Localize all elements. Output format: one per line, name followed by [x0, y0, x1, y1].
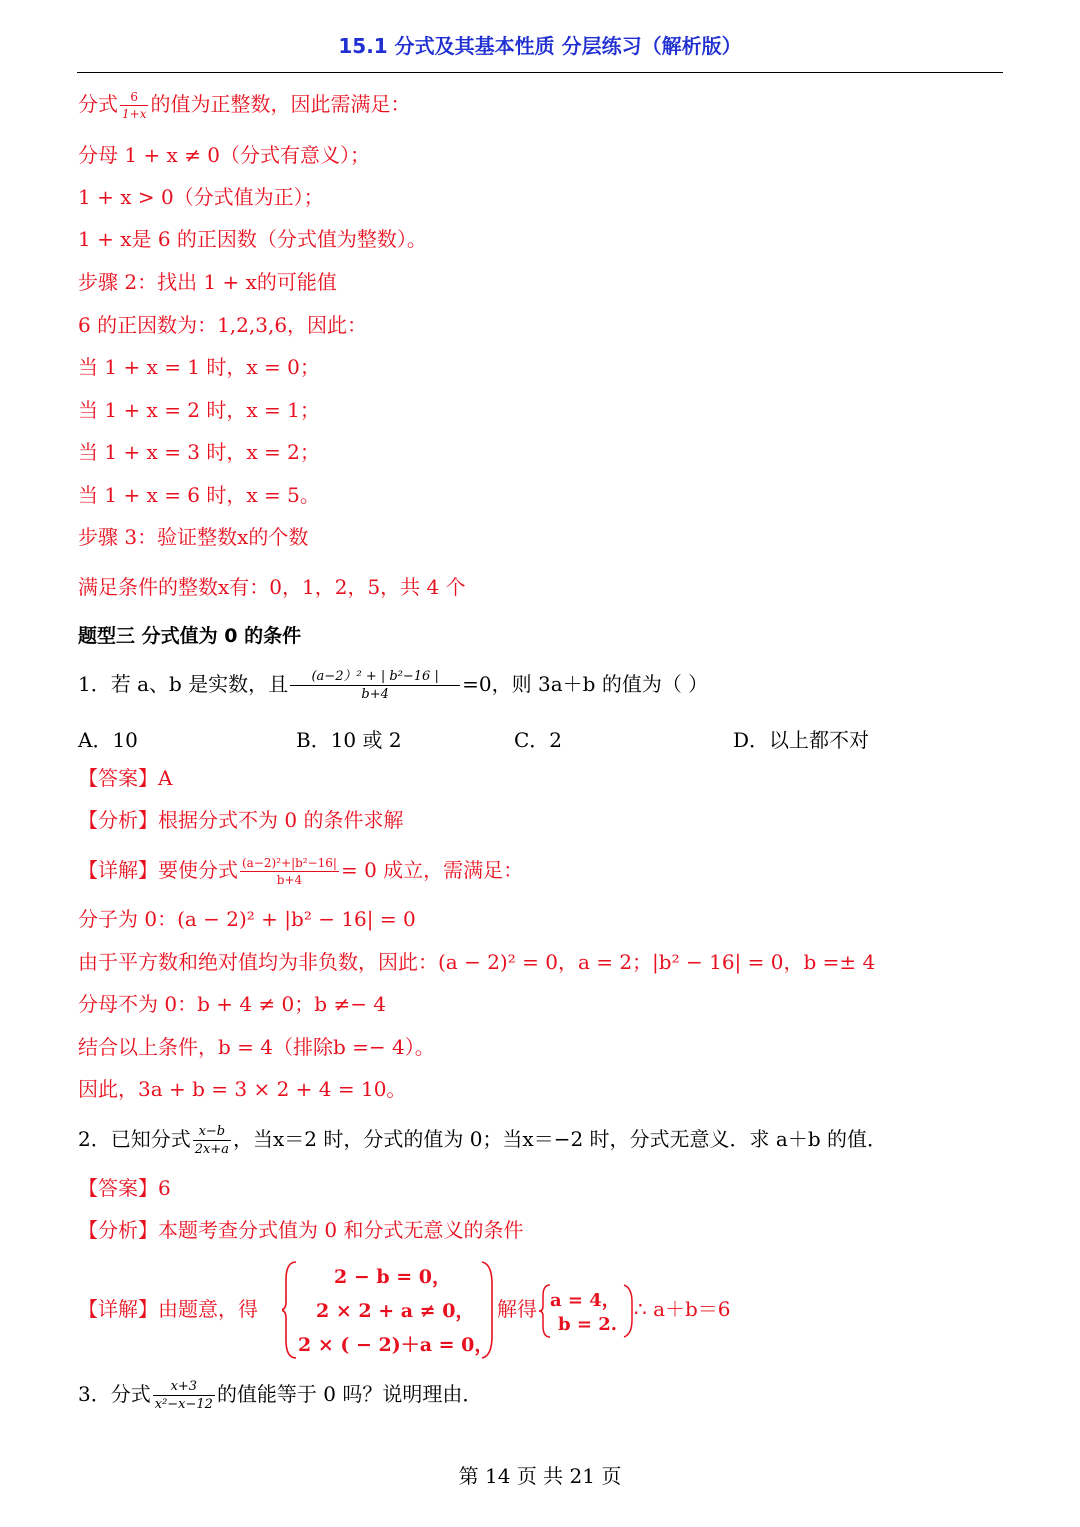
q1-stem: [78, 670, 708, 701]
p1-line11: 步骤 3：验证整数x的个数: [78, 525, 309, 549]
q2-sys-row3: 2 × ( − 2)＋a = 0，: [298, 1334, 494, 1356]
q1-option-c[interactable]: C．2: [514, 728, 563, 752]
q2-answer: 【答案】6: [78, 1176, 171, 1200]
q2-detail-intro: [78, 1295, 258, 1323]
q1-step1: 分子为 0：(a − 2)² + |b² − 16| = 0: [78, 907, 416, 931]
q1-option-d[interactable]: D．以上都不对: [733, 728, 870, 752]
q1-analysis-tag: 【分析】: [78, 808, 158, 832]
p1-line3: 1 + x > 0（分式值为正）；: [78, 185, 324, 209]
p1-line12: 满足条件的整数x有：0，1，2，5，共 4 个: [78, 575, 466, 599]
q1-fraction: [290, 670, 460, 701]
header-rule: [77, 72, 1003, 73]
q3-stem-a: 3．分式: [78, 1382, 151, 1406]
q3-frac-den: x²−x−12: [154, 1397, 213, 1412]
q1-step2: 由于平方数和绝对值均为非负数，因此：(a − 2)² = 0，a = 2；|b² − 16| = 0，b =± 4: [78, 950, 876, 974]
q1-frac-den: b+4: [361, 687, 389, 702]
q2-solve-label: 解得: [497, 1297, 537, 1321]
q2-res-row2: b = 2.: [558, 1314, 617, 1335]
q1-detail-tag: 【详解】: [78, 858, 158, 882]
q2-result-right-paren: [624, 1285, 632, 1337]
p1-line4: 1 + x是 6 的正因数（分式值为整数）。: [78, 227, 427, 251]
q3-fraction: [153, 1380, 215, 1411]
section-title: 题型三 分式值为 0 的条件: [78, 625, 302, 647]
q1-stem-a: 1．若 a、b 是实数，且: [78, 672, 289, 696]
q1-detail-b: = 0 成立，需满足：: [340, 858, 524, 882]
q2-stem-a: 2．已知分式: [78, 1127, 191, 1151]
q1-detail: [78, 856, 523, 886]
q1-step5: 因此，3a + b = 3 × 2 + 4 = 10。: [78, 1077, 407, 1101]
q3-stem: [78, 1380, 482, 1411]
p1-line2: 分母 1 + x ≠ 0（分式有意义）；: [78, 143, 371, 167]
q2-analysis-tag: 【分析】: [78, 1218, 158, 1242]
p1-l1-text-a: 分式: [78, 92, 118, 116]
p1-line5: 步骤 2：找出 1 + x的可能值: [78, 270, 337, 294]
q1-detail-fraction: [240, 857, 339, 886]
p1-l1-text-b: 的值为正整数，因此需满足：: [150, 92, 411, 116]
q1-detail-a: 要使分式: [158, 858, 238, 882]
q2-stem-b: ，当x＝2 时，分式的值为 0；当x＝−2 时，分式无意义．求 a＋b 的值．: [232, 1127, 887, 1151]
q2-res-row1: a = 4，: [550, 1290, 620, 1311]
q1-step4: 结合以上条件，b = 4（排除b =− 4）。: [78, 1035, 435, 1059]
q3-frac-num: x+3: [153, 1380, 215, 1396]
q2-detail-a: 由题意，得: [158, 1297, 258, 1321]
p1-line9: 当 1 + x = 3 时，x = 2；: [78, 440, 320, 464]
q2-stem: [78, 1125, 887, 1156]
q2-frac-den: 2x+a: [194, 1142, 229, 1157]
p1-line7: 当 1 + x = 1 时，x = 0；: [78, 355, 320, 379]
page-header-title: 15.1 分式及其基本性质 分层练习（解析版）: [338, 34, 742, 58]
p1-line1: [78, 90, 410, 120]
p1-line8: 当 1 + x = 2 时，x = 1；: [78, 398, 320, 422]
q1-frac-num: (a−2）² + | b²−16 |: [290, 670, 460, 686]
page-footer: 第 14 页 共 21 页: [458, 1464, 622, 1488]
q1-analysis-text: 根据分式不为 0 的条件求解: [158, 808, 404, 832]
q1-step3: 分母不为 0：b + 4 ≠ 0；b ≠− 4: [78, 992, 387, 1016]
q1-detail-frac-den: b+4: [276, 873, 303, 887]
q2-analysis: [78, 1216, 523, 1244]
q2-left-brace: [282, 1262, 296, 1358]
q2-sys-row1: 2 − b = 0，: [334, 1266, 452, 1288]
q1-answer: 【答案】A: [78, 766, 173, 790]
q1-stem-b: =0，则 3a＋b 的值为（ ）: [462, 672, 709, 696]
q2-detail-tag: 【详解】: [78, 1297, 158, 1321]
p1-line10: 当 1 + x = 6 时，x = 5。: [78, 483, 320, 507]
q1-analysis: [78, 806, 403, 834]
q2-analysis-text: 本题考查分式值为 0 和分式无意义的条件: [158, 1218, 524, 1242]
q1-option-a[interactable]: A．10: [78, 728, 138, 752]
p1-frac-num: 6: [120, 91, 148, 106]
q2-frac-num: x−b: [193, 1125, 231, 1141]
p1-fraction: [120, 91, 148, 120]
p1-frac-den: 1+x: [122, 107, 147, 121]
q1-option-b[interactable]: B．10 或 2: [296, 728, 402, 752]
q1-detail-frac-num: (a−2)²+|b²−16|: [242, 856, 337, 870]
q2-fraction: [193, 1125, 231, 1156]
q2-result-left-brace: [539, 1285, 550, 1337]
p1-line6: 6 的正因数为：1,2,3,6，因此：: [78, 313, 368, 337]
q2-conclusion: ∴ a＋b＝6: [634, 1297, 731, 1321]
q2-sys-row2: 2 × 2 + a ≠ 0，: [316, 1300, 475, 1322]
q3-stem-b: 的值能等于 0 吗？说明理由．: [216, 1382, 483, 1406]
